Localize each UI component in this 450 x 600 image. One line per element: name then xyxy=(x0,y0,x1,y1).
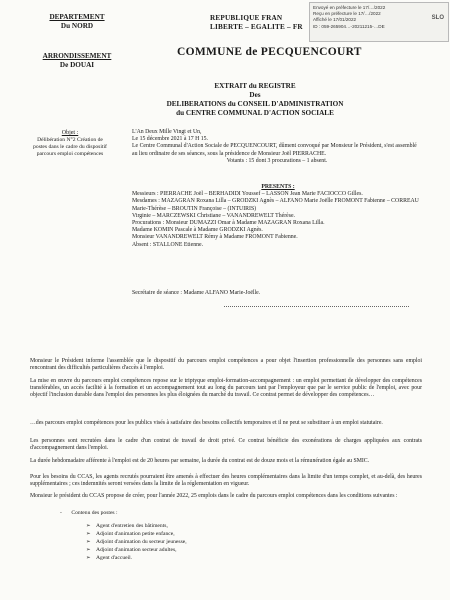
session-date: Le 15 décembre 2021 à 17 H 15. xyxy=(132,136,208,143)
posts-list xyxy=(86,522,187,562)
proxy-3: Monsieur VANANDREWELT Rémy à Madame FROMONT Fabienne. xyxy=(132,234,298,241)
posts-title-row xyxy=(60,509,118,517)
arrondissement-block xyxy=(28,52,126,70)
paragraph-2: La mise en œuvre du parcours emploi compétences repose sur le triptyque emploi-formation-accompagnement : un emploi permettant de développer des compétences transférables, un accès facilité à la formation et un accompagnement tout au long du parcours tant par l'employeur que par le service public de l'emploi, avec pour objectif l'inclusion durable dans l'emploi des personnes les plus éloignées du marché du travail. Ce contrat permet de développer des compétences… xyxy=(30,378,422,399)
arrow-bullet-icon: ➢ xyxy=(86,547,91,553)
post-item-label: Adjoint d'animation petite enfance, xyxy=(96,531,175,537)
paragraph-7: Monsieur le président du CCAS propose de créer, pour l'année 2022, 25 emplois dans le cadre du parcours emploi compétences dans les conditions suivantes : xyxy=(30,493,398,499)
list-item xyxy=(86,522,187,530)
arrondissement-label: ARRONDISSEMENT xyxy=(42,52,112,60)
stamp-posted: Affiché le 17/01/2022 xyxy=(313,17,357,23)
presents-women: Mesdames : MAZAGRAN Roxana Lilla – GRODZKI Agnès – ALFANO Marie Joëlle FROMONT Fabienne – CORREAU Marie-Thérèse – BROUTIN Françoise – (INTUIRIS) xyxy=(132,198,419,212)
presents-block xyxy=(132,184,424,249)
session-block xyxy=(132,129,422,165)
secretary-line: Secrétaire de séance : Madame ALFANO Marie-Joëlle. xyxy=(132,290,261,296)
paragraph-4: Les personnes sont recrutées dans le cadre d'un contrat de travail de droit privé. Ce contrat bénéficie des exonérations de charges appliquées aux contrats d'accompagnement dans l'emploi. xyxy=(30,438,422,452)
department-block xyxy=(28,13,126,31)
stamp-mark: SLO xyxy=(431,15,444,21)
arrow-bullet-icon: ➢ xyxy=(86,523,91,529)
list-item xyxy=(86,554,187,562)
republic-motto: LIBERTE – EGALITE – FR xyxy=(210,23,303,31)
extract-line-2: Des xyxy=(249,91,261,99)
list-item xyxy=(86,538,187,546)
post-item-label: Agent d'entretien des bâtiments, xyxy=(96,523,168,529)
extract-line-1: EXTRAIT du REGISTRE xyxy=(214,82,296,90)
arrondissement-name: De DOUAI xyxy=(59,61,95,69)
paragraph-3: …des parcours emploi compétences pour les publics visés à satisfaire des besoins collectifs temporaires et il ne peut se substituer à un emploi statutaire. xyxy=(30,420,383,426)
extract-title xyxy=(130,82,380,118)
arrow-bullet-icon: ➢ xyxy=(86,539,91,545)
presents-men: Messieurs : PIERRACHE Joël – BERHADIDI Youssef – LASSON Jean Marie FACIOCCO Gilles. xyxy=(132,191,363,198)
presents-women-cont: Virginie – MARCZEWSKI Christiane – VANANDREWELT Thérèse. xyxy=(132,212,295,219)
absent-line: Absent : STALLONE Etienne. xyxy=(132,241,204,248)
paragraph-1: Monsieur le Président informe l'assemblée que le dispositif du parcours emploi compétences a pour objet l'insertion professionnelle des personnes sans emploi rencontrant des difficultés particulières d'accès à l'emploi. xyxy=(30,358,422,372)
republic-title: REPUBLIQUE FRAN xyxy=(210,14,283,22)
session-text: Le Centre Communal d'Action Sociale de PECQUENCOURT, dûment convoqué par Monsieur le Président, s'est assemblé au lieu ordinaire de ses séances, sous la présidence de Monsieur Joël PIERRACHE. xyxy=(132,143,417,157)
prefecture-stamp xyxy=(309,2,449,42)
separator-dots xyxy=(224,306,409,307)
commune-title: COMMUNE de PECQUENCOURT xyxy=(177,46,362,58)
proxy-1: Procurations : Monsieur DUMAZZI Omar à Madame MAZAGRAN Roxana Lilla. xyxy=(132,220,325,227)
subject-block xyxy=(30,130,110,158)
session-votes: Votants : 15 dont 3 procurations – 1 absent. xyxy=(226,157,328,164)
department-label: DEPARTEMENT xyxy=(49,13,105,21)
dash-bullet: - xyxy=(60,510,62,516)
extract-line-3: DELIBERATIONS du CONSEIL D'ADMINISTRATION xyxy=(166,100,344,108)
stamp-received: Reçu en préfecture le 17/…/2022 xyxy=(313,11,381,17)
subject-label: Objet : xyxy=(61,130,79,136)
post-item-label: Adjoint d'animation du secteur jeunesse, xyxy=(96,539,187,545)
stamp-sent: Envoyé en préfecture le 17/…/2022 xyxy=(313,5,386,10)
list-item xyxy=(86,546,187,554)
arrow-bullet-icon: ➢ xyxy=(86,531,91,537)
post-item-label: Adjoint d'animation secteur adultes, xyxy=(96,547,177,553)
post-item-label: Agent d'accueil. xyxy=(96,555,133,561)
arrow-bullet-icon: ➢ xyxy=(86,555,91,561)
republic-header xyxy=(210,14,303,32)
list-item xyxy=(86,530,187,538)
session-year: L'An Deux Mille Vingt et Un, xyxy=(132,129,202,135)
proxy-2: Madame KOMIN Pascale à Madame GRODZKI Agnès. xyxy=(132,227,263,234)
stamp-id: ID : 059-265904…-20211215-…DE xyxy=(313,23,385,29)
department-name: Du NORD xyxy=(60,22,94,30)
posts-title: Contenu des postes : xyxy=(71,510,118,516)
paragraph-5: La durée hebdomadaire afférente à l'emploi est de 20 heures par semaine, la durée du contrat est de douze mois et la rémunération égale au SMIC. xyxy=(30,458,370,464)
subject-text: Délibération N°2 Création de postes dans le cadre du dispositif parcours emploi compétences xyxy=(33,137,107,157)
presents-title: PRESENTS : xyxy=(261,184,295,190)
extract-line-4: du CENTRE COMMUNAL D'ACTION SOCIALE xyxy=(176,109,334,117)
paragraph-6: Pour les besoins du CCAS, les agents recrutés pourraient être amenés à effectuer des heures complémentaires dans la limite d'un temps complet, et au-delà, des heures supplémentaires ; ces indemnités seront versées dans la limite de la réglementation en vigueur. xyxy=(30,474,422,488)
